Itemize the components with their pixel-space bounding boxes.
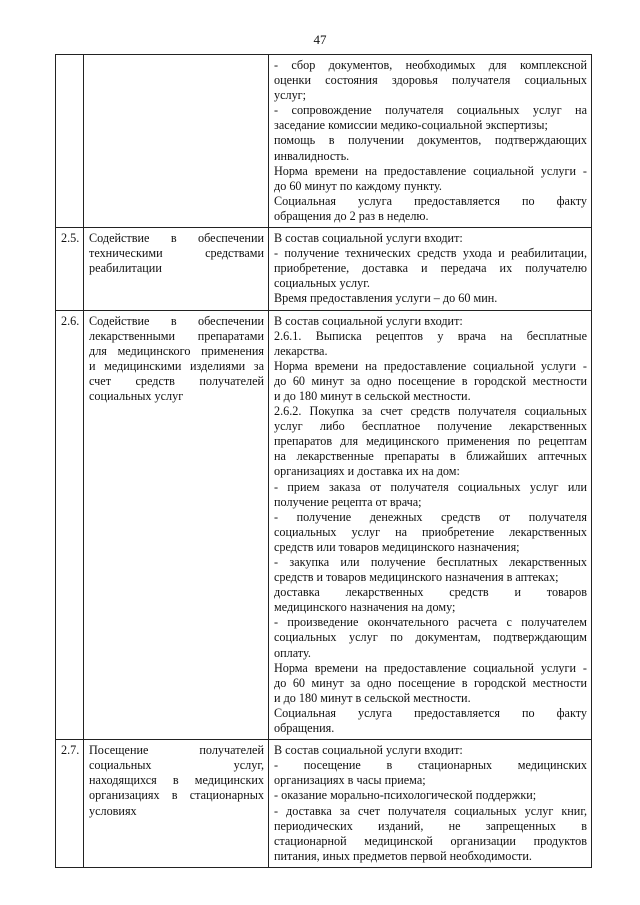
- service-description-line: на лекарственные препараты в ближайших аптечных: [274, 449, 587, 464]
- service-name: [84, 310, 269, 740]
- service-description-line: питания, иных предметов первой необходимости.: [274, 848, 532, 863]
- service-description-line: средств или товаров медицинского назначения;: [274, 539, 520, 554]
- service-description-line: и до 180 минут в сельской местности.: [274, 388, 471, 403]
- service-description-line: заседание комиссии медико-социальной экспертизы;: [274, 118, 548, 133]
- table-row: [56, 310, 592, 740]
- service-name-line: Содействие в обеспечении: [89, 231, 264, 246]
- service-description-line: до 60 минут по каждому пункту.: [274, 178, 442, 193]
- service-description-line: - оказание морально-психологической поддержки;: [274, 788, 537, 803]
- service-description-line: 2.6.1. Выписка рецептов у врача на бесплатные: [274, 328, 587, 343]
- service-description: [269, 310, 592, 740]
- service-description-line: организациях и доставка их на дом:: [274, 464, 460, 479]
- service-description-line: стационарной медицинской организации продуктов: [274, 833, 587, 848]
- service-description-line: приобретение, доставка и передача их получателю: [274, 261, 587, 276]
- service-name-line: находящихся в медицинских: [89, 773, 264, 788]
- service-description-line: социальных услуг.: [274, 276, 370, 291]
- service-description-line: до 60 минут за одно посещение в городской местности: [274, 373, 587, 388]
- service-description-line: - прием заказа от получателя социальных услуг или: [274, 479, 587, 494]
- service-description-line: и до 180 минут в сельской местности.: [274, 690, 471, 705]
- service-name-line: лекарственными препаратами: [89, 328, 264, 343]
- service-description: [269, 740, 592, 868]
- service-description-line: Норма времени на предоставление социальной услуги -: [274, 660, 587, 675]
- service-name-line: Содействие в обеспечении: [89, 313, 264, 328]
- service-description-line: - сбор документов, необходимых для комплексной: [274, 58, 587, 72]
- service-description-line: периодических изданий, не запрещенных в: [274, 818, 587, 833]
- service-description-line: - доставка за счет получателя социальных услуг книг,: [274, 803, 587, 818]
- page-number: 47: [313, 32, 327, 47]
- service-description-line: организациях в часы приема;: [274, 773, 426, 788]
- service-name-line: социальных услуг,: [89, 758, 264, 773]
- service-description-line: помощь в получении документов, подтверждающих: [274, 133, 587, 148]
- service-name-line: счет средств получателей: [89, 373, 264, 388]
- service-name: [84, 228, 269, 310]
- table-row: [56, 55, 592, 228]
- service-description-line: услуг;: [274, 88, 307, 103]
- service-description-line: препаратов для медицинского применения по рецептам: [274, 434, 587, 449]
- service-name: [84, 740, 269, 868]
- service-description-line: - посещение в стационарных медицинских: [274, 758, 587, 773]
- service-name-line: социальных услуг: [89, 388, 184, 403]
- row-number: 2.7.: [56, 740, 84, 868]
- service-description-line: - закупка или получение бесплатных лекарственных: [274, 555, 587, 569]
- service-name-line: реабилитации: [89, 261, 162, 276]
- service-name: [84, 55, 269, 228]
- service-description-line: Норма времени на предоставление социальной услуги -: [274, 358, 587, 373]
- service-description-line: социальных услуг на приобретение лекарственных: [274, 524, 587, 539]
- service-description-line: социальных услуг по документам, подтверждающим: [274, 630, 587, 645]
- service-description-line: доставка лекарственных средств и товаров: [274, 585, 587, 600]
- service-description-line: услуг либо бесплатное получение лекарственных: [274, 419, 587, 434]
- service-description-line: 2.6.2. Покупка за счет средств получателя социальных: [274, 404, 587, 419]
- service-name-line: техническими средствами: [89, 246, 264, 261]
- service-description-line: В состав социальной услуги входит:: [274, 313, 463, 328]
- row-number: [56, 55, 84, 228]
- service-description-line: до 60 минут за одно посещение в городской местности: [274, 675, 587, 690]
- service-description-line: медицинского назначения на дому;: [274, 600, 456, 615]
- service-description-line: - получение денежных средств от получателя: [274, 509, 587, 524]
- service-name-line: и медицинскими изделиями за: [89, 358, 264, 373]
- table-row: [56, 740, 592, 868]
- service-description-line: обращения.: [274, 721, 335, 736]
- service-description-line: обращения до 2 раз в неделю.: [274, 208, 429, 223]
- service-description-line: Норма времени на предоставление социальной услуги -: [274, 163, 587, 178]
- service-description-line: средств и товаров медицинского назначения в аптеках;: [274, 570, 559, 585]
- service-description-line: оплату.: [274, 645, 311, 660]
- service-description-line: Социальная услуга предоставляется по факту: [274, 705, 587, 720]
- service-description-line: оценки состояния здоровья получателя социальных: [274, 73, 587, 88]
- service-description-line: Социальная услуга предоставляется по факту: [274, 193, 587, 208]
- service-description-line: лекарства.: [274, 343, 328, 358]
- table-row: [56, 228, 592, 310]
- service-description-line: - сопровождение получателя социальных услуг на: [274, 103, 587, 118]
- row-number: 2.6.: [56, 310, 84, 740]
- service-description: [269, 55, 592, 228]
- service-name-line: Посещение получателей: [89, 743, 264, 758]
- service-name-line: для медицинского применения: [89, 343, 264, 358]
- service-description-line: Время предоставления услуги – до 60 мин.: [274, 291, 498, 306]
- service-description: [269, 228, 592, 310]
- row-number: 2.5.: [56, 228, 84, 310]
- service-description-line: получение рецепта от врача;: [274, 494, 422, 509]
- service-name-line: организациях в стационарных: [89, 788, 264, 803]
- service-description-line: - получение технических средств ухода и реабилитации,: [274, 246, 587, 261]
- service-description-line: инвалидность.: [274, 148, 350, 163]
- service-description-line: В состав социальной услуги входит:: [274, 743, 463, 758]
- service-description-line: В состав социальной услуги входит:: [274, 231, 463, 246]
- services-table: [55, 54, 592, 868]
- service-description-line: - произведение окончательного расчета с получателем: [274, 615, 587, 630]
- service-name-line: условиях: [89, 803, 137, 818]
